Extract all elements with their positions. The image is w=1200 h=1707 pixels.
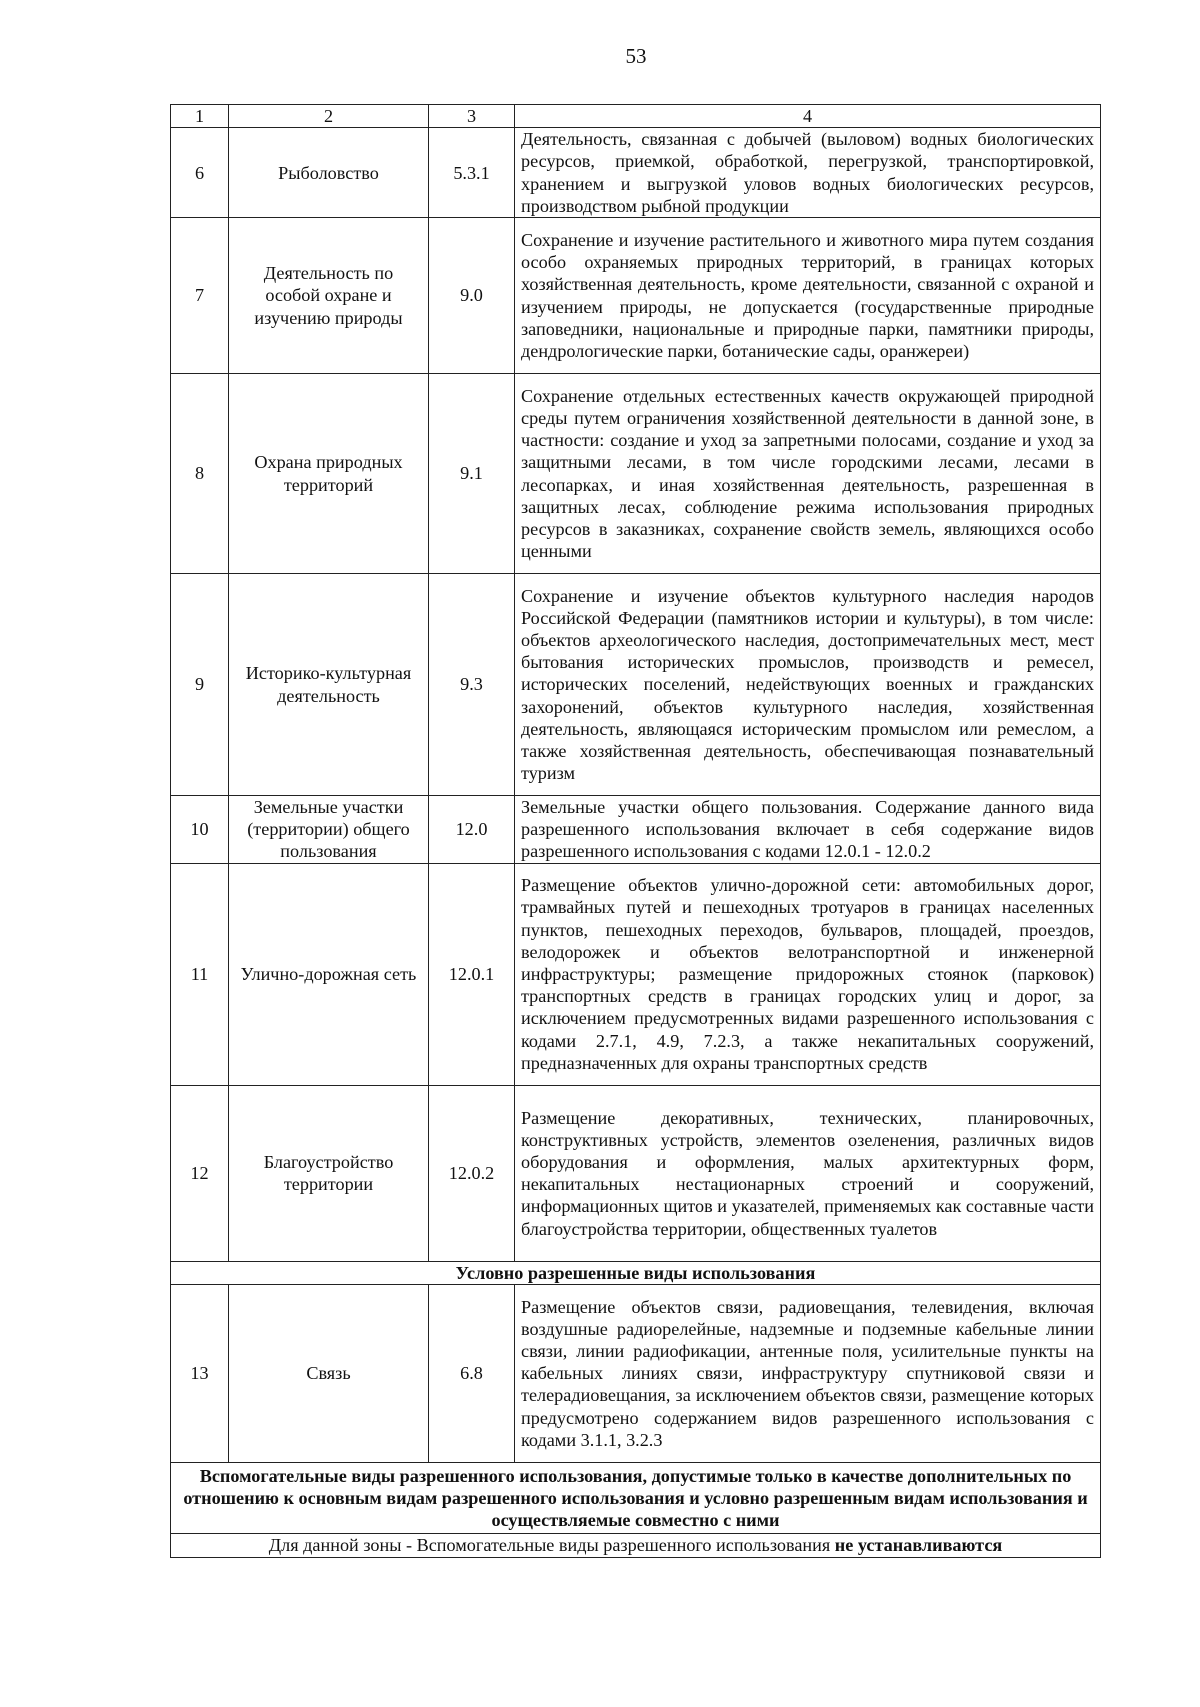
use-type-name: Рыболовство: [229, 128, 429, 218]
row-number: 8: [171, 374, 229, 574]
row-number: 9: [171, 574, 229, 796]
auxiliary-note-emphasis: не устанавливаются: [834, 1535, 1003, 1556]
use-type-description: Размещение объектов улично-дорожной сети: автомобильных дорог, трамвайных путей и пешеходных тротуаров в границах населенных пунктов, пешеходных переходов, бульваров, площадей, проездов, велодорожек и объектов велотранспортной и инженерной инфраструктуры; размещение придорожных стоянок (парковок) транспортных средств в границах городских улиц и дорог, за исключением предусмотренных видами разрешенного использования с кодами 2.7.1, 4.9, 7.2.3, а также некапитальных сооружений, предназначенных для охраны транспортных средств: [515, 863, 1101, 1085]
section-heading-conditional: Условно разрешенные виды использования: [171, 1261, 1101, 1284]
use-type-code: 12.0: [429, 796, 515, 864]
row-number: 6: [171, 128, 229, 218]
use-type-name: Охрана природных территорий: [229, 374, 429, 574]
auxiliary-section-row: [171, 1462, 1101, 1534]
auxiliary-note-text: Для данной зоны - Вспомогательные виды разрешенного использования: [268, 1535, 831, 1556]
use-type-description: Сохранение отдельных естественных качеств окружающей природной среды путем ограничения хозяйственной деятельности в данной зоне, в частности: создание и уход за запретными полосами, создание и уход за защитными лесами, в том числе городскими лесами, лесами в лесопарках, и иная хозяйственная деятельность, разрешенная в защитных лесах, соблюдение режима использования природных ресурсов в заказниках, сохранение свойств земель, являющихся особо ценными: [515, 374, 1101, 574]
table-row: [171, 574, 1101, 796]
row-number: 11: [171, 863, 229, 1085]
use-type-name: Улично-дорожная сеть: [229, 863, 429, 1085]
auxiliary-section-heading: Вспомогательные виды разрешенного использования, допустимые только в качестве дополнительных по отношению к основным видам разрешенного использования и условно разрешенным видам использования и осуществляемые совместно с ними: [171, 1462, 1101, 1534]
column-header: 2: [229, 105, 429, 128]
table-row: [171, 1284, 1101, 1462]
table-row: [171, 796, 1101, 864]
row-number: 12: [171, 1085, 229, 1261]
use-type-name: Связь: [229, 1284, 429, 1462]
table-row: [171, 218, 1101, 374]
use-type-description: Размещение объектов связи, радиовещания, телевидения, включая воздушные радиорелейные, надземные и подземные кабельные линии связи, линии радиофикации, антенные поля, усилительные пункты на кабельных линиях связи, инфраструктуру спутниковой связи и телерадиовещания, за исключением объектов связи, размещение которых предусмотрено содержанием видов разрешенного использования с кодами 3.1.1, 3.2.3: [515, 1284, 1101, 1462]
use-type-name: Благоустройство территории: [229, 1085, 429, 1261]
table-row: [171, 128, 1101, 218]
column-header: 3: [429, 105, 515, 128]
use-type-code: 9.3: [429, 574, 515, 796]
use-type-description: Размещение декоративных, технических, планировочных, конструктивных устройств, элементов озеленения, различных видов оборудования и оформления, малых архитектурных форм, некапитальных нестационарных строений и сооружений, информационных щитов и указателей, применяемых как составные части благоустройства территории, общественных туалетов: [515, 1085, 1101, 1261]
land-use-table: [170, 104, 1101, 1558]
use-type-description: Сохранение и изучение объектов культурного наследия народов Российской Федерации (памятников истории и культуры), в том числе: объектов археологического наследия, достопримечательных мест, мест бытования исторических промыслов, производств и ремесел, исторических поселений, недействующих военных и гражданских захоронений, объектов культурного наследия, хозяйственная деятельность, являющаяся историческим промыслом или ремеслом, а также хозяйственная деятельность, обеспечивающая познавательный туризм: [515, 574, 1101, 796]
table-row: [171, 374, 1101, 574]
use-type-code: 9.1: [429, 374, 515, 574]
use-type-description: Сохранение и изучение растительного и животного мира путем создания особо охраняемых природных территорий, в границах которых хозяйственная деятельность, кроме деятельности, связанной с охраной и изучением природы, не допускается (государственные природные заповедники, национальные и природные парки, памятники природы, дендрологические парки, ботанические сады, оранжереи): [515, 218, 1101, 374]
use-type-code: 12.0.2: [429, 1085, 515, 1261]
use-type-name: Историко-культурная деятельность: [229, 574, 429, 796]
use-type-name: Земельные участки (территории) общего пользования: [229, 796, 429, 864]
table-header-row: [171, 105, 1101, 128]
row-number: 13: [171, 1284, 229, 1462]
table-row: [171, 863, 1101, 1085]
row-number: 7: [171, 218, 229, 374]
use-type-code: 5.3.1: [429, 128, 515, 218]
row-number: 10: [171, 796, 229, 864]
auxiliary-note: [171, 1534, 1101, 1557]
use-type-description: Деятельность, связанная с добычей (выловом) водных биологических ресурсов, приемкой, обработкой, перегрузкой, транспортировкой, хранением и выгрузкой уловов водных биологических ресурсов, производством рыбной продукции: [515, 128, 1101, 218]
auxiliary-note-row: [171, 1534, 1101, 1557]
column-header: 4: [515, 105, 1101, 128]
page-number: 53: [625, 44, 647, 68]
table-row: [171, 1085, 1101, 1261]
column-header: 1: [171, 105, 229, 128]
use-type-code: 9.0: [429, 218, 515, 374]
section-row: [171, 1261, 1101, 1284]
use-type-code: 6.8: [429, 1284, 515, 1462]
use-type-name: Деятельность по особой охране и изучению природы: [229, 218, 429, 374]
use-type-description: Земельные участки общего пользования. Содержание данного вида разрешенного использования включает в себя содержание видов разрешенного использования с кодами 12.0.1 - 12.0.2: [515, 796, 1101, 864]
use-type-code: 12.0.1: [429, 863, 515, 1085]
